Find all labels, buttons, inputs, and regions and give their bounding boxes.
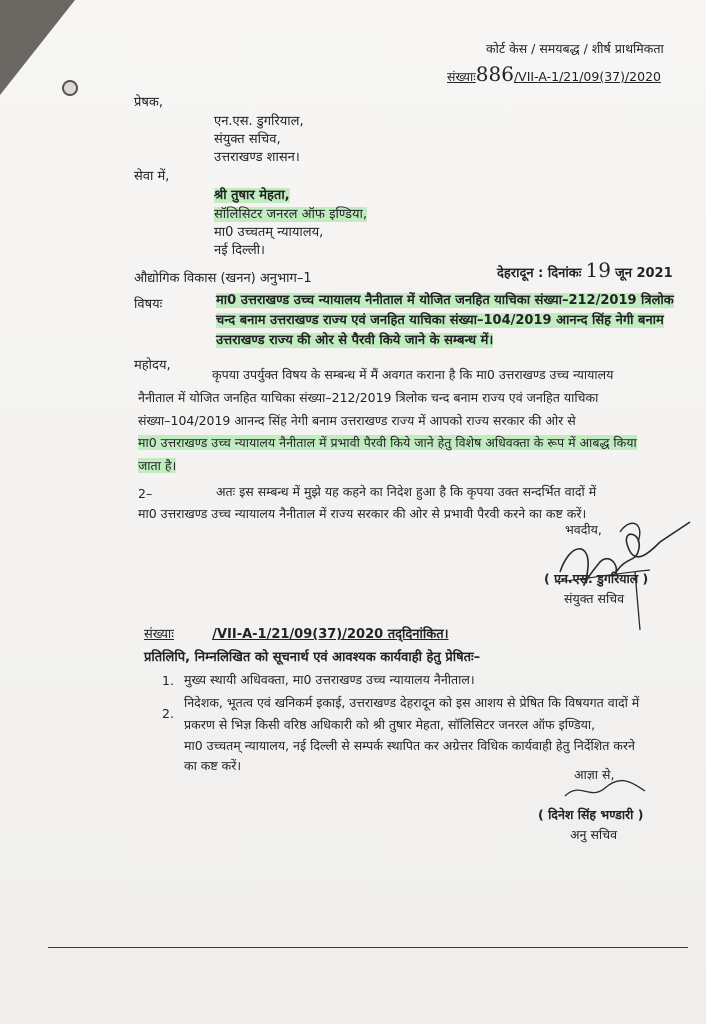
para1-line-4: मा0 उत्तराखण्ड उच्च न्यायालय नैनीताल में प्रभावी पैरवी किये जाने हेतु विशेष अधिवक्ता के रूप में आबद्ध किया <box>138 435 637 450</box>
reference-rest: /VII-A-1/21/09(37)/2020 <box>513 69 661 84</box>
punch-hole <box>62 80 78 96</box>
date-day: 19 <box>585 258 611 282</box>
recipient-label: सेवा में, <box>134 169 170 184</box>
bottom-rule <box>48 947 688 948</box>
copy-item-1-number: 1. <box>162 673 174 688</box>
sender-office: उत्तराखण्ड शासन। <box>214 150 300 165</box>
para1-line-2: नैनीताल में योजित जनहित याचिका संख्या–212/2019 त्रिलोक चन्द बनाम राज्य एवं जनहित याचिका <box>138 390 599 405</box>
sender-name: एन.एस. डुगरियाल, <box>214 114 304 129</box>
subject-line-3: उत्तराखण्ड राज्य की ओर से पैरवी किये जाने के सम्बन्ध में। <box>216 333 494 348</box>
folded-corner <box>0 0 75 95</box>
recipient-court: मा0 उच्चतम् न्यायालय, <box>214 225 324 240</box>
place-date: देहरादून : दिनांकः 19 जून 2021 <box>497 258 673 282</box>
copy-reference <box>144 624 449 642</box>
closing-yours: भवदीय, <box>565 522 602 537</box>
copy-item-2-line-4: का कष्ट करें। <box>184 758 242 773</box>
copy-item-2-line-3: मा0 उच्चतम् न्यायालय, नई दिल्ली से सम्पर्क स्थापित कर अग्रेत्तर विधिक कार्यवाही हेतु निर्देशित करने <box>184 738 635 753</box>
para1-line-1: कृपया उपर्युक्त विषय के सम्बन्ध में मैं अवगत कराना है कि मा0 उत्तराखण्ड उच्च न्यायालय <box>212 367 614 382</box>
closing-designation: संयुक्त सचिव <box>564 591 625 606</box>
copy-item-2-line-1: निदेशक, भूतत्व एवं खनिकर्म इकाई, उत्तराखण्ड देहरादून को इस आशय से प्रेषित कि विषयगत वादों में <box>184 695 640 710</box>
para2-line-1: अतः इस सम्बन्ध में मुझे यह कहने का निदेश हुआ है कि कृपया उक्त सन्दर्भित वादों में <box>216 484 597 499</box>
copy-item-1-line-1: मुख्य स्थायी अधिवक्ता, मा0 उत्तराखण्ड उच्च न्यायालय नैनीताल। <box>184 672 475 687</box>
initials-signature <box>560 776 650 806</box>
salutation: महोदय, <box>134 358 171 373</box>
copy-intro: प्रतिलिपि, निम्नलिखित को सूचनार्थ एवं आवश्यक कार्यवाही हेतु प्रेषितः– <box>144 650 481 665</box>
order-name: ( दिनेश सिंह भण्डारी ) <box>538 807 644 822</box>
closing-name: ( एन.एस. डुगरियाल ) <box>544 571 649 586</box>
sender-designation: संयुक्त सचिव, <box>214 132 281 147</box>
priority-category: कोर्ट केस / समयबद्ध / शीर्ष प्राथमिकता <box>486 41 664 56</box>
para2-number: 2– <box>138 486 153 501</box>
order-by: आज्ञा से, <box>574 767 615 782</box>
reference-number <box>447 62 661 86</box>
recipient-city: नई दिल्ली। <box>214 243 265 258</box>
subject-label: विषयः <box>134 297 163 312</box>
section-name: औद्योगिक विकास (खनन) अनुभाग–1 <box>134 271 312 286</box>
sender-label: प्रेषक, <box>134 95 164 110</box>
recipient-designation: सॉलिसिटर जनरल ऑफ इण्डिया, <box>214 207 367 222</box>
copy-number: /VII-A-1/21/09(37)/2020 तद्‌दिनांकित। <box>212 627 449 642</box>
subject-line-1: मा0 उत्तराखण्ड उच्च न्यायालय नैनीताल में योजित जनहित याचिका संख्या–212/2019 त्रिलोक <box>216 293 674 308</box>
para1-line-3: संख्या–104/2019 आनन्द सिंह नेगी बनाम उत्तराखण्ड राज्य में आपको राज्य सरकार की ओर से <box>138 413 576 428</box>
order-designation: अनु सचिव <box>570 827 618 842</box>
reference-label: संख्याः <box>447 69 476 84</box>
para1-line-5: जाता है। <box>138 458 177 473</box>
copy-item-2-number: 2. <box>162 706 174 721</box>
copy-item-2-line-2: प्रकरण से भिज्ञ किसी वरिष्ठ अधिकारी को श्री तुषार मेहता, सॉलिसिटर जनरल ऑफ इण्डिया, <box>184 717 596 732</box>
copy-label: संख्याः <box>144 627 174 642</box>
subject-line-2: चन्द बनाम उत्तराखण्ड राज्य एवं जनहित याचिका संख्या–104/2019 आनन्द सिंह नेगी बनाम <box>216 313 664 328</box>
recipient-name: श्री तुषार मेहता, <box>214 188 290 203</box>
para2-line-2: मा0 उत्तराखण्ड उच्च न्यायालय नैनीताल में राज्य सरकार की ओर से प्रभावी पैरवी करने का कष्ट करें। <box>138 506 587 521</box>
reference-handwritten-number: 886 <box>475 62 514 86</box>
